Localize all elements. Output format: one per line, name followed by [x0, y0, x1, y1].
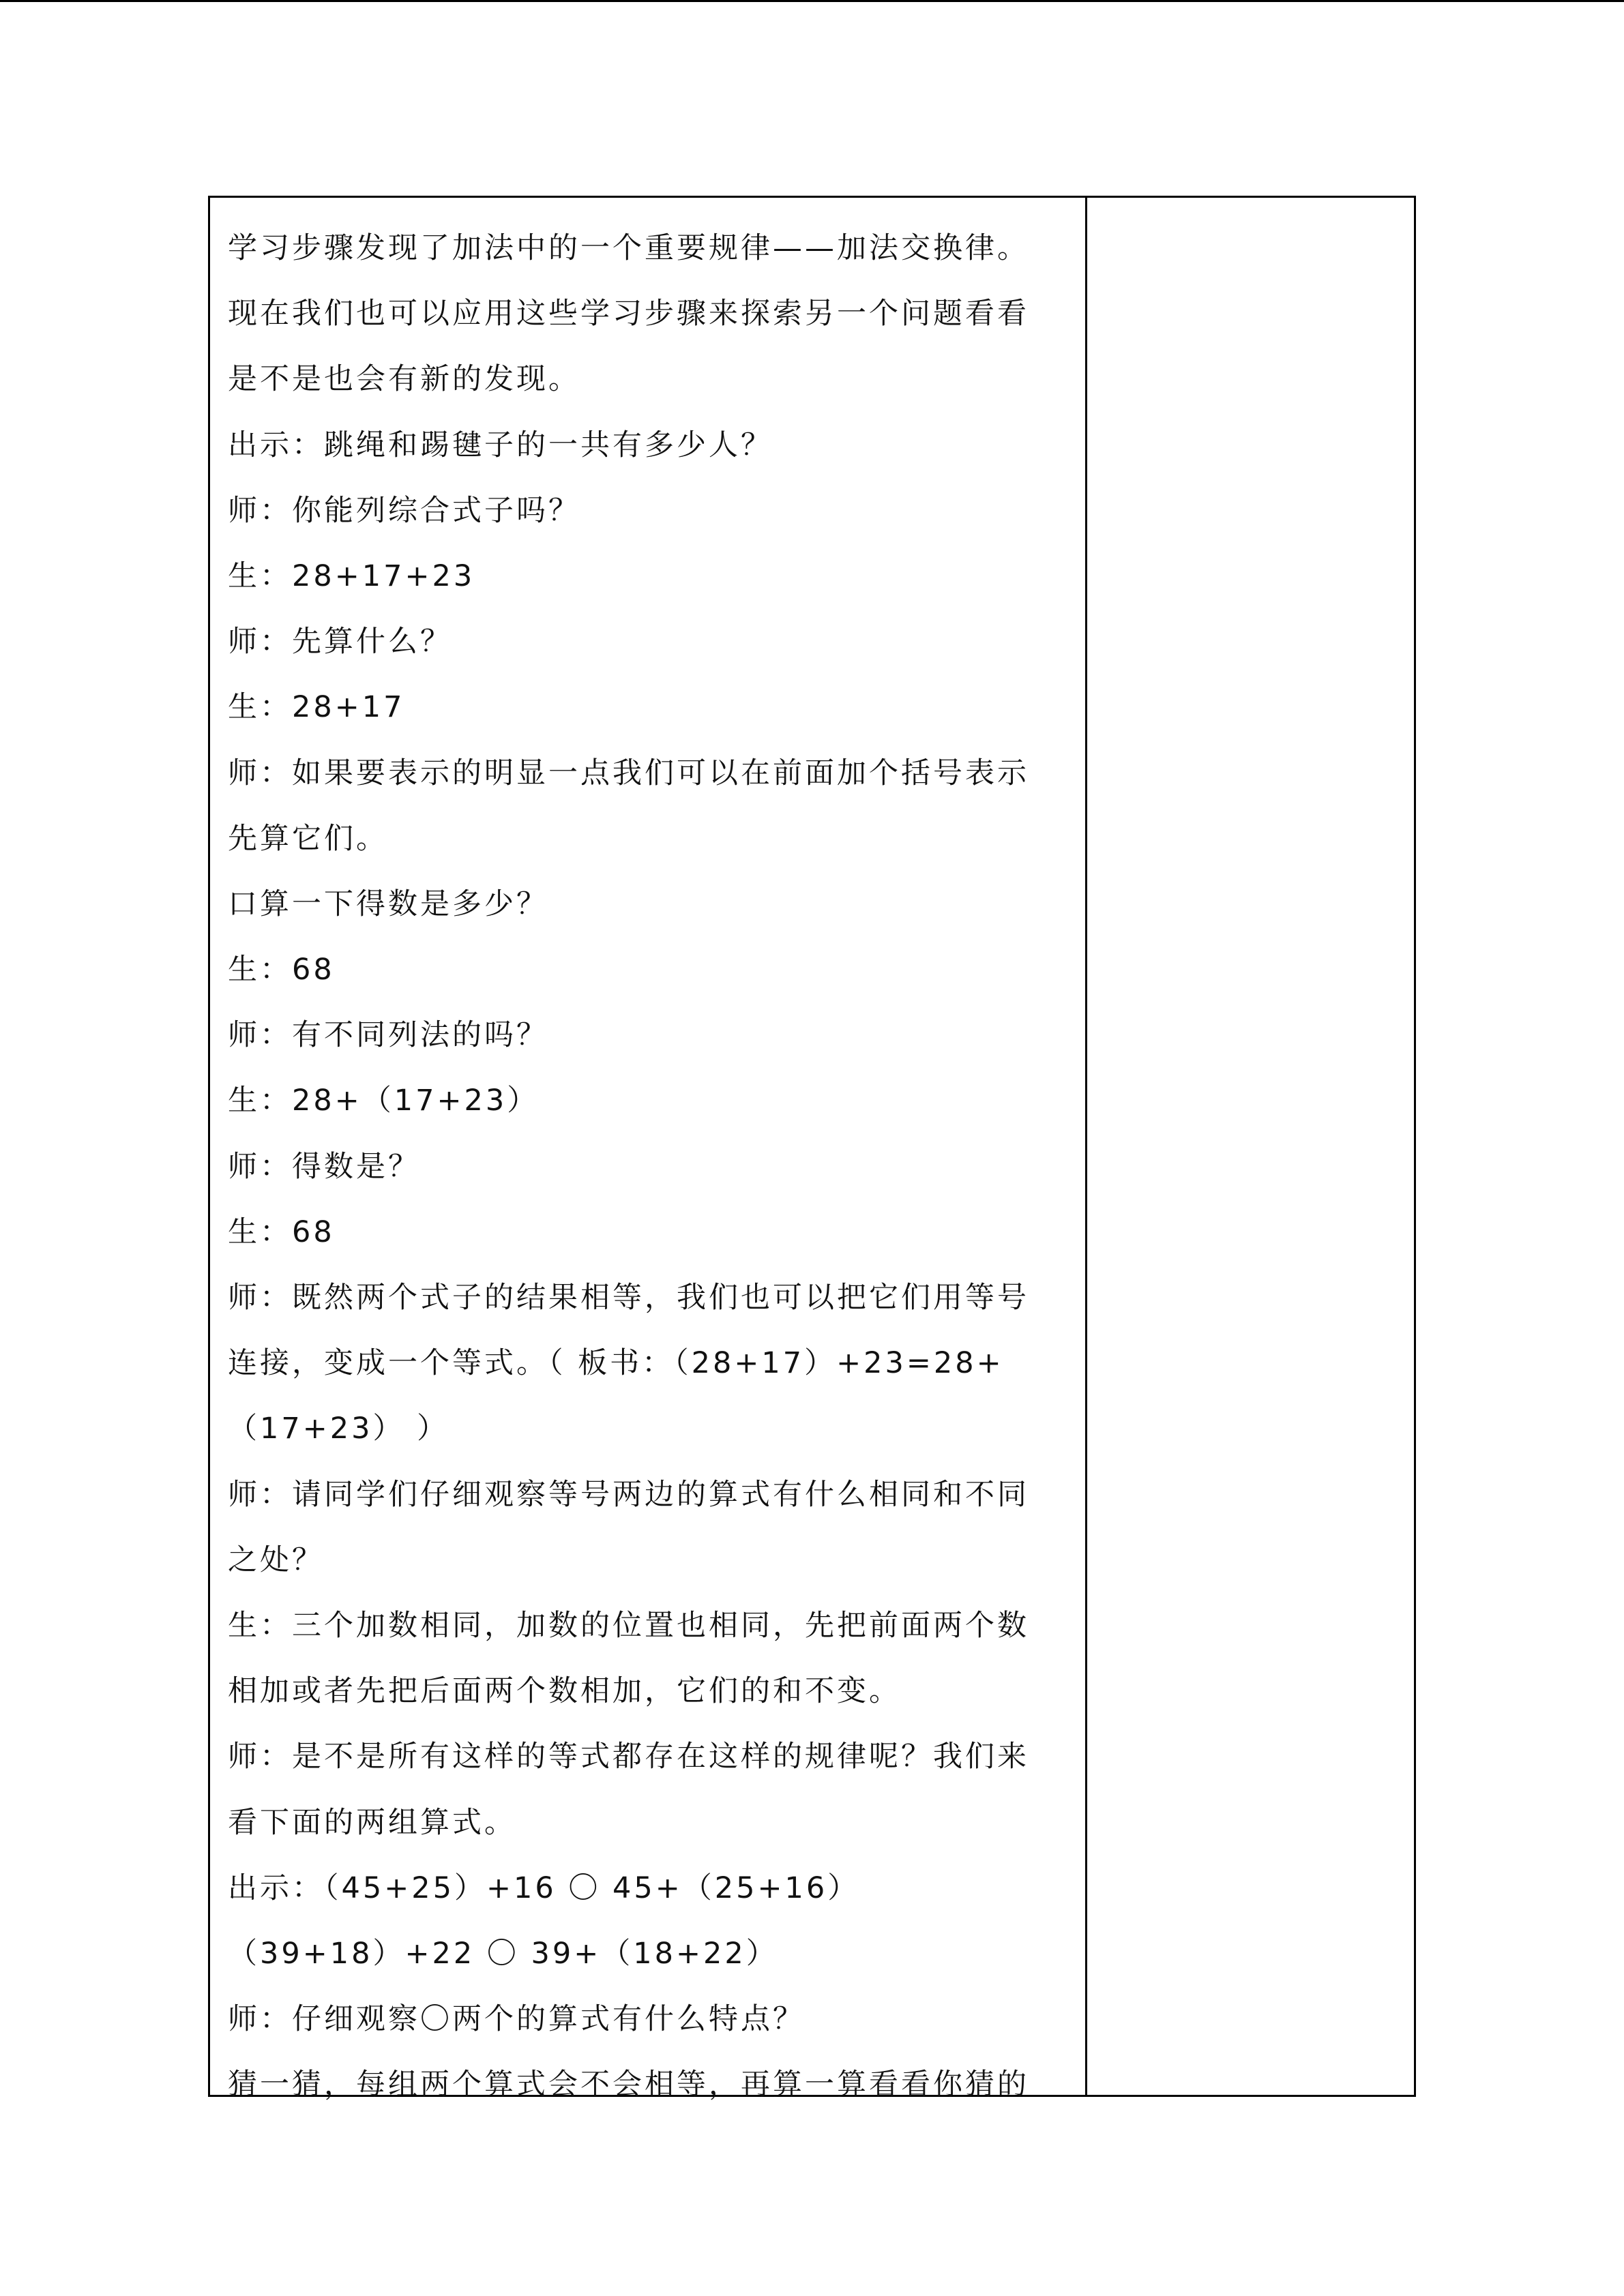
text-line: 连接，变成一个等式。（ 板书：（28+17）+23=28+ — [228, 1346, 1004, 1381]
text-line: 学习步骤发现了加法中的一个重要规律——加法交换律。 — [228, 231, 1029, 265]
text-line: 生：三个加数相同，加数的位置也相同，先把前面两个数 — [228, 1608, 1029, 1643]
notes-column-cell — [1087, 198, 1414, 2095]
text-line: 师：如果要表示的明显一点我们可以在前面加个括号表示 — [228, 756, 1029, 790]
text-line: 师：你能列综合式子吗？ — [228, 493, 580, 528]
text-line: 之处？ — [228, 1542, 324, 1577]
text-line: 师：仔细观察〇两个的算式有什么特点？ — [228, 2002, 805, 2037]
text-line: 师：先算什么？ — [228, 625, 452, 659]
text-line: 相加或者先把后面两个数相加，它们的和不变。 — [228, 1674, 901, 1709]
text-line: 先算它们。 — [228, 821, 388, 856]
text-line: 是不是也会有新的发现。 — [228, 362, 580, 397]
text-line: 口算一下得数是多少？ — [228, 886, 548, 921]
text-line: 现在我们也可以应用这些学习步骤来探索另一个问题看看 — [228, 297, 1029, 331]
text-line: 生：28+17+23 — [228, 558, 475, 593]
text-line: 猜一猜，每组两个算式会不会相等，再算一算看看你猜的 — [228, 2068, 1029, 2102]
text-line: 师：既然两个式子的结果相等，我们也可以把它们用等号 — [228, 1281, 1029, 1315]
text-line: 师：请同学们仔细观察等号两边的算式有什么相同和不同 — [228, 1477, 1029, 1512]
teaching-process-cell — [210, 198, 1087, 2102]
lesson-plan-table — [208, 196, 1416, 2102]
text-line: 师：是不是所有这样的等式都存在这样的规律呢？我们来 — [228, 1740, 1029, 1774]
text-line: 生：28+（17+23） — [228, 1084, 540, 1118]
text-line: （17+23） ） — [228, 1412, 449, 1446]
text-line: 生：28+17 — [228, 690, 405, 725]
text-line: 生：68 — [228, 953, 335, 987]
text-line: （39+18）+22 〇 39+（18+22） — [228, 1936, 778, 1971]
text-line: 出示：跳绳和踢毽子的一共有多少人？ — [228, 428, 773, 462]
text-line: 师：得数是？ — [228, 1149, 420, 1184]
text-line: 出示：（45+25）+16 〇 45+（25+16） — [228, 1870, 860, 1905]
text-line: 师：有不同列法的吗？ — [228, 1018, 548, 1053]
text-line: 生：68 — [228, 1214, 335, 1249]
lesson-text — [228, 215, 1080, 2117]
page-top-border — [0, 0, 1624, 2]
text-line: 看下面的两组算式。 — [228, 1805, 516, 1840]
